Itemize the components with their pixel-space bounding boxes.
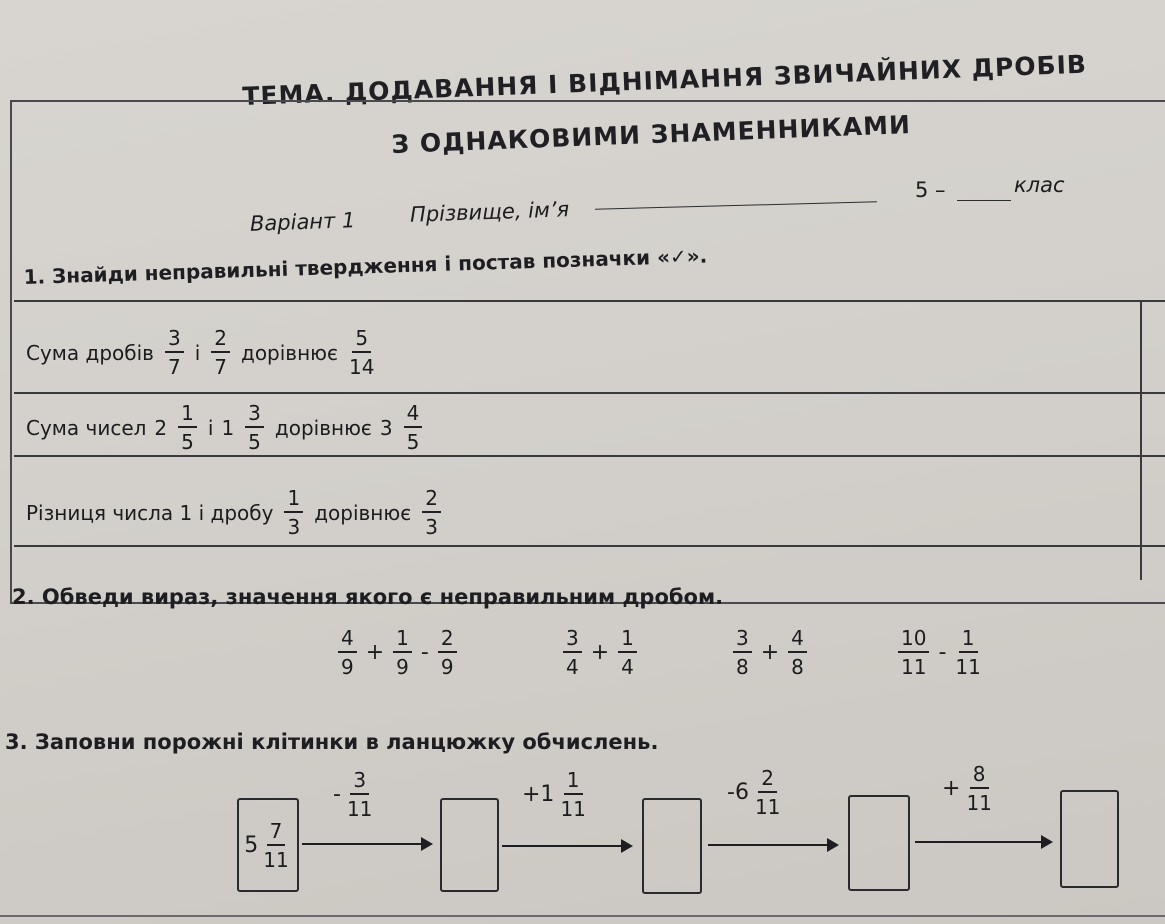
table-row-divider bbox=[14, 392, 1165, 394]
fraction: $\frac{2}{9}$ bbox=[438, 628, 457, 677]
operator: + bbox=[760, 640, 780, 665]
statement-text: дорівнює bbox=[240, 340, 338, 365]
fraction: $\frac{3}{11}$ bbox=[346, 768, 373, 821]
conjunction: і bbox=[194, 340, 201, 365]
arrow-icon bbox=[502, 845, 630, 847]
statement-text: дорівнює bbox=[314, 500, 412, 525]
answer-box[interactable] bbox=[848, 795, 910, 891]
answer-box[interactable] bbox=[440, 798, 499, 892]
answer-box[interactable] bbox=[642, 798, 702, 894]
fraction: $\frac{8}{11}$ bbox=[966, 762, 992, 815]
fraction: $\frac{1}{11}$ bbox=[955, 626, 981, 679]
operator: + bbox=[365, 640, 385, 665]
title-line-2: З ОДНАКОВИМИ ЗНАМЕННИКАМИ bbox=[390, 110, 912, 159]
fraction: $\frac{1}{3}$ bbox=[284, 488, 303, 537]
expression-option[interactable] bbox=[335, 628, 460, 677]
task1-instruction: 1. Знайди неправильні твердження і постав позначки «✓». bbox=[23, 243, 708, 289]
whole-part: 2 bbox=[154, 415, 168, 440]
fraction: $\frac{5}{14}$ bbox=[348, 326, 375, 379]
arrow-icon bbox=[302, 843, 430, 845]
fraction: $\frac{2}{7}$ bbox=[211, 328, 230, 377]
page-bottom-rule bbox=[0, 915, 1165, 917]
fraction: $\frac{2}{11}$ bbox=[754, 766, 781, 819]
statement-text: Різниця числа 1 і дробу bbox=[26, 500, 274, 525]
fraction: $\frac{10}{11}$ bbox=[898, 628, 929, 677]
title-line-1: ТЕМА. ДОДАВАННЯ І ВІДНІМАННЯ ЗВИЧАЙНИХ ДРОБІВ bbox=[241, 49, 1088, 111]
fraction: $\frac{2}{3}$ bbox=[422, 488, 441, 537]
surname-label: Прізвище, ім’я bbox=[409, 197, 570, 227]
arrow-icon bbox=[915, 841, 1050, 843]
table-row bbox=[26, 403, 425, 452]
fraction: $\frac{3}{8}$ bbox=[733, 628, 752, 677]
step-label: - $\frac{3}{11}$ bbox=[333, 768, 373, 821]
conjunction: і bbox=[207, 415, 214, 440]
statements-table bbox=[14, 300, 1165, 580]
table-row bbox=[26, 328, 377, 377]
fraction: $\frac{1}{4}$ bbox=[618, 628, 637, 677]
check-cell[interactable] bbox=[1142, 457, 1165, 545]
fraction: $\frac{1}{9}$ bbox=[393, 628, 412, 677]
statement-text: Сума чисел bbox=[26, 415, 147, 440]
operator: - bbox=[938, 640, 947, 665]
step-label: + $\frac{8}{11}$ bbox=[942, 762, 992, 815]
fraction: $\frac{4}{8}$ bbox=[788, 628, 807, 677]
check-cell[interactable] bbox=[1142, 302, 1165, 392]
operator: + bbox=[590, 640, 610, 665]
fraction: $\frac{1}{11}$ bbox=[560, 768, 586, 821]
table-row-divider bbox=[14, 545, 1165, 547]
fraction: $\frac{7}{11}$ bbox=[263, 818, 289, 872]
grade-suffix: клас bbox=[1014, 173, 1065, 197]
table-row-divider bbox=[14, 300, 1165, 302]
task3-instruction: 3. Заповни порожні клітинки в ланцюжку обчислень. bbox=[5, 730, 659, 754]
answer-box[interactable] bbox=[1060, 790, 1119, 888]
whole-part: 1 bbox=[221, 415, 235, 440]
arrow-icon bbox=[708, 844, 836, 846]
whole-part: 5 bbox=[244, 832, 259, 858]
fraction: $\frac{4}{9}$ bbox=[338, 628, 357, 677]
expression-option[interactable] bbox=[730, 628, 810, 677]
task2-instruction: 2. Обведи вираз, значення якого є неправильним дробом. bbox=[12, 585, 724, 609]
fraction: $\frac{3}{7}$ bbox=[165, 328, 184, 377]
operator: - bbox=[420, 640, 429, 665]
statement-text: Сума дробів bbox=[26, 340, 154, 365]
variant-label: Варіант 1 bbox=[249, 208, 356, 236]
step-label: +1 $\frac{1}{11}$ bbox=[522, 768, 586, 821]
fraction: $\frac{4}{5}$ bbox=[404, 403, 423, 452]
check-cell[interactable] bbox=[1142, 394, 1165, 455]
grade-prefix: 5 – bbox=[915, 178, 946, 202]
whole-part: 3 bbox=[379, 415, 393, 440]
fraction: $\frac{1}{5}$ bbox=[178, 403, 197, 452]
fraction: $\frac{3}{5}$ bbox=[245, 403, 264, 452]
expression-option[interactable] bbox=[560, 628, 640, 677]
table-row-divider bbox=[14, 455, 1165, 457]
step-label: -6 $\frac{2}{11}$ bbox=[727, 766, 781, 819]
statement-text: дорівнює bbox=[274, 415, 372, 440]
chain-start-box bbox=[237, 798, 299, 892]
fraction: $\frac{3}{4}$ bbox=[563, 628, 582, 677]
table-row bbox=[26, 488, 444, 537]
expression-option[interactable] bbox=[895, 628, 984, 677]
